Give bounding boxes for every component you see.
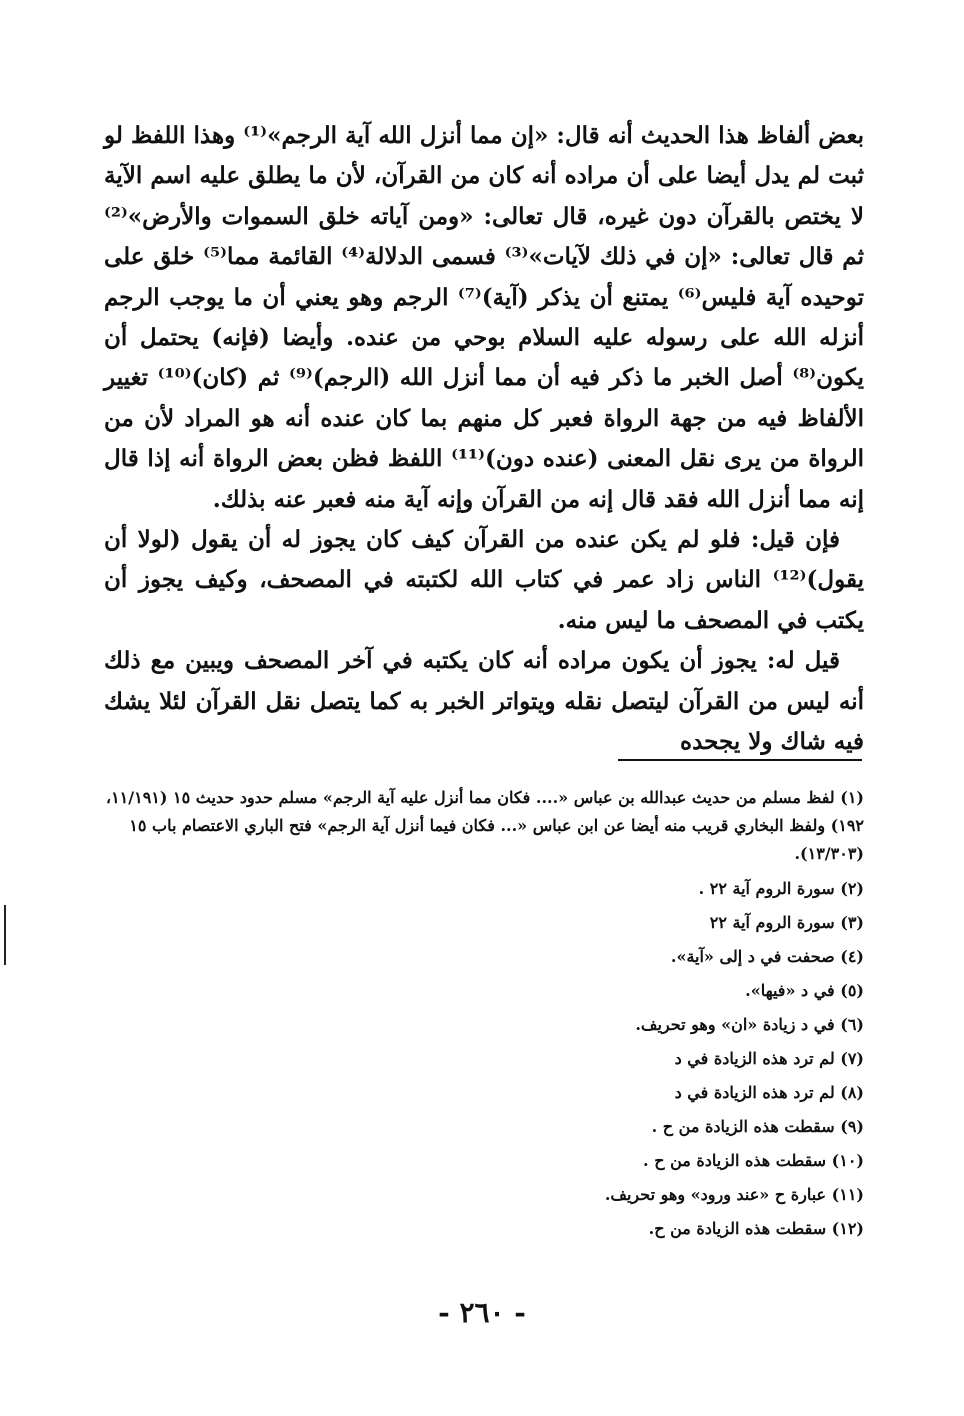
footnote-item: (١) لفظ مسلم من حديث عبدالله بن عباس «.... فكان مما أنزل عليه آية الرجم» مسلم حدود حديث ١٥ (١١/١٩١، ١٩٢) ولفظ البخاري قريب منه أيضا عن ابن عباس «... فكان فيما أنزل آية الرجم» فتح الباري الاعتصام باب ١٥ (١٣/٣٠٣).	[105, 788, 864, 863]
paragraph: قيل له: يجوز أن يكون مراده أنه كان يكتبه في آخر المصحف ويبين مع ذلك أنه ليس من القرآن ليتصل نقله ويتواتر الخبر به كما يتصل نقل القرآن لئلا يشك فيه شاك ولا يجحده	[104, 647, 864, 756]
footnotes	[104, 784, 864, 1250]
footnote-separator	[618, 759, 862, 761]
scan-edge-mark	[4, 905, 6, 965]
footnote-item: (١١) عبارة ح «عند ورود» وهو تحريف.	[604, 1185, 864, 1204]
paragraph: فإن قيل: فلو لم يكن عنده من القرآن كيف كان يجوز له أن يقول (لولا أن يقول)⁽¹²⁾ الناس زاد عمر في كتاب الله لكتبته في المصحف، وكيف يجوز أن يكتب في المصحف ما ليس منه.	[104, 526, 864, 634]
footnote-item: (٢) سورة الروم آية ٢٢ .	[698, 879, 864, 898]
footnote-item: (٦) في د زيادة «ان» وهو تحريف.	[635, 1015, 864, 1034]
page-number: - ٢٦٠ -	[438, 1296, 526, 1329]
paragraph: بعض ألفاظ هذا الحديث أنه قال: «إن مما أنزل الله آية الرجم»⁽¹⁾ وهذا اللفظ لو ثبت لم يدل أيضا على أن مراده أنه كان من القرآن، لأن ما يطلق عليه اسم الآية لا يختص بالقرآن دون غيره، قال تعالى: «ومن آياته خلق السموات والأرض»⁽²⁾ ثم قال تعالى: «إن في ذلك لآيات»⁽³⁾ فسمى الدلالة⁽⁴⁾ القائمة مما⁽⁵⁾ خلق على توحيده آية فليس⁽⁶⁾ يمتنع أن يذكر (آية)⁽⁷⁾ الرجم وهو يعني أن ما يوجب الرجم أنزله الله على رسوله عليه السلام بوحي من عنده. وأيضا (فإنه) يحتمل أن يكون⁽⁸⁾ أصل الخبر ما ذكر فيه أن مما أنزل الله (الرجم)⁽⁹⁾ ثم (كان)⁽¹⁰⁾ تغيير الألفاظ فيه من جهة الرواة فعبر كل منهم بما كان عنده أنه هو المراد لأن من الرواة من يرى نقل المعنى (عنده دون)⁽¹¹⁾ اللفظ فظن بعض الرواة أنه إذا قال إنه مما أنزل الله فقد قال إنه من القرآن وإنه آية منه فعبر عنه بذلك.	[104, 122, 865, 513]
footnote-item: (٤) صحفت في د إلى «آية».	[670, 947, 864, 966]
footnote-item: (٥) في د «فيها».	[745, 981, 864, 1000]
footnote-item: (٧) لم ترد هذه الزيادة في د	[674, 1049, 864, 1068]
footnote-item: (٩) سقطت هذه الزيادة من ح .	[651, 1117, 864, 1136]
footnote-item: (١٢) سقطت هذه الزيادة من ح.	[648, 1219, 864, 1238]
footnote-item: (٨) لم ترد هذه الزيادة في د	[674, 1083, 864, 1102]
footnote-item: (٣) سورة الروم آية ٢٢	[709, 913, 864, 932]
footnote-item: (١٠) سقطت هذه الزيادة من ح .	[643, 1151, 864, 1170]
main-text	[104, 116, 864, 763]
